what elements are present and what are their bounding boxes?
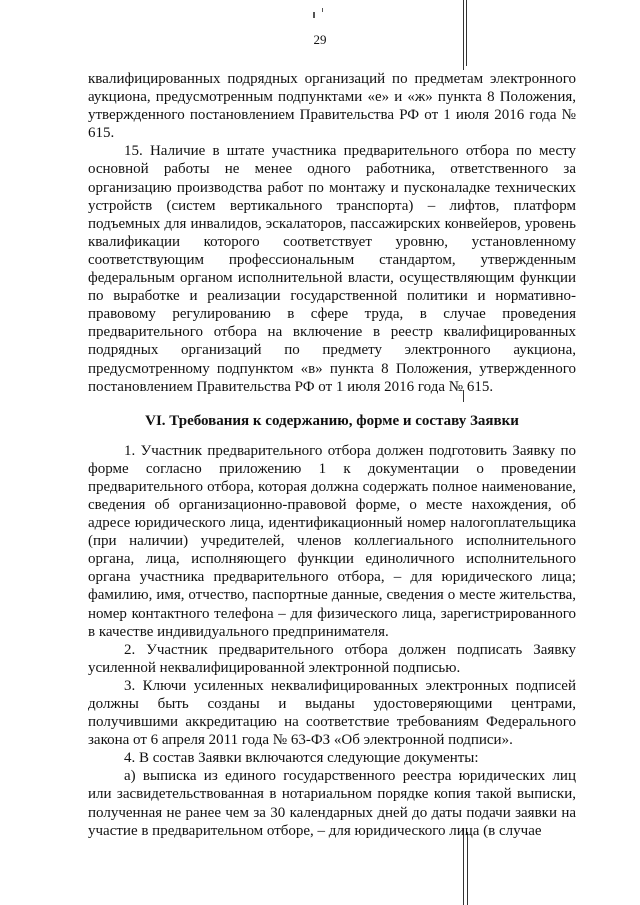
paragraph-item-15: 15. Наличие в штате участника предварительного отбора по месту основной работы не менее одного работника, ответственного за организацию производства работ по монтажу и пусконаладке технических устройств (систем вертикального транспорта) – лифтов, платформ подъемных для инвалидов, эскалаторов, пассажирских конвейеров, уровень квалификации которого соответствует уровню, установленному соответствующим профессиональным стандартом, утвержденным федеральным органом исполнительной власти, осуществляющим функции по выработке и реализации государственной политики и нормативно-правовому регулированию в сфере труда, в случае проведения предварительного отбора на включение в реестр квалифицированных подрядных организаций по предмету электронного аукциона, предусмотренному подпунктом «в» пункта 8 Положения, утвержденного постановлением Правительства РФ от 1 июля 2016 года № 615. xyxy=(88,143,576,395)
scan-artifact-dot-2 xyxy=(322,8,323,12)
paragraph-item-1: 1. Участник предварительного отбора должен подготовить Заявку по форме согласно приложению 1 к документации о проведении предварительного отбора, которая должна содержать полное наименование, сведения об организационно-правовой форме, о месте нахождения, об адресе юридического лица, идентификационный номер налогоплательщика (при наличии) учредителей, членов коллегиального исполнительного органа, лица, исполняющего функции единоличного исполнительного органа участника предварительного отбора, – для юридического лица; фамилию, имя, отчество, паспортные данные, сведения о месте жительства, номер контактного телефона – для физического лица, зарегистрированного в качестве индивидуального предпринимателя. xyxy=(88,442,576,640)
paragraph-item-4: 4. В состав Заявки включаются следующие документы: xyxy=(124,750,479,767)
paragraph-item-2: 2. Участник предварительного отбора должен подписать Заявку усиленной неквалифицированной электронной подписью. xyxy=(88,641,576,676)
document-body xyxy=(88,70,576,840)
paragraph-item-3: 3. Ключи усиленных неквалифицированных электронных подписей должны быть созданы и выданы удостоверяющими центрами, получившими аккредитацию на соответствие требованиям Федерального закона от 6 апреля 2011 года № 63-ФЗ «Об электронной подписи». xyxy=(88,677,576,749)
scan-artifact-line-bottom-2 xyxy=(467,832,468,905)
paragraph-item-4a: а) выписка из единого государственного реестра юридических лиц или засвидетельствованная в нотариальном порядке копия такой выписки, полученная не ранее чем за 30 календарных дней до даты подачи заявки на участие в предварительном отборе, – для юридического лица (в случае xyxy=(88,768,576,839)
section-heading: VI. Требования к содержанию, форме и составу Заявки xyxy=(145,412,519,429)
paragraph-continuation: квалифицированных подрядных организаций по предметам электронного аукциона, предусмотренным подпунктами «е» и «ж» пункта 8 Положения, утвержденного постановлением Правительства РФ от 1 июля 2016 года № 615. xyxy=(88,71,576,142)
scan-artifact-dot xyxy=(313,12,315,18)
page-number: 29 xyxy=(313,32,327,47)
